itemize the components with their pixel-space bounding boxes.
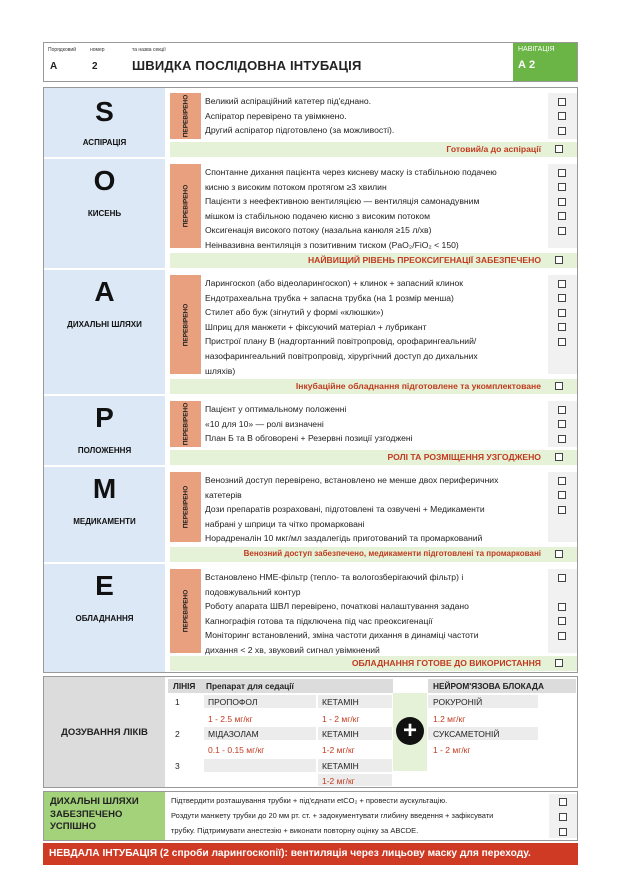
section-footer <box>170 142 577 157</box>
checkbox[interactable] <box>558 603 566 611</box>
checkbox[interactable] <box>558 406 566 414</box>
line-label: ЛІНІЯ <box>173 681 196 691</box>
checklist-item: Спонтанне дихання пацієнта через кисневу маску із стабільною подачею <box>205 167 497 177</box>
sedation-dose: 1-2 мг/кг <box>322 745 355 755</box>
sedation-dose: 1 - 2.5 мг/кг <box>208 714 253 724</box>
navigation-badge[interactable] <box>513 43 577 81</box>
item-list <box>205 276 545 378</box>
section-airway <box>44 270 577 395</box>
section-letter: S <box>95 96 114 127</box>
section-footer <box>170 656 577 671</box>
checkbox[interactable] <box>558 183 566 191</box>
checked-label: ПЕРЕВІРЕНО <box>182 184 189 228</box>
checklist-item: Пацієнт у оптимальному положенні <box>205 404 347 414</box>
secured-title-line: УСПІШНО <box>50 821 97 832</box>
checked-tag <box>170 401 201 447</box>
instruction-line: Підтвердити розташування трубки + під'єднати etCO₂ + провести аускультацію. <box>171 796 448 805</box>
checklist-item: Ларингоскоп (або відеоларингоскоп) + клинок + запасний клинок <box>205 278 464 288</box>
section-suction <box>44 88 577 158</box>
checkbox[interactable] <box>558 617 566 625</box>
nmb-drug: СУКСАМЕТОНІЙ <box>433 729 500 739</box>
checklist-item: Стилет або буж (зігнутий у формі «клюшки») <box>205 307 384 318</box>
checkbox[interactable] <box>555 659 563 667</box>
checkbox[interactable] <box>558 477 566 485</box>
checkbox-column <box>548 93 577 139</box>
section-oxygen <box>44 159 577 269</box>
checkbox[interactable] <box>558 212 566 220</box>
section-footer <box>170 547 577 562</box>
item-list <box>205 402 545 446</box>
checkbox[interactable] <box>558 294 566 302</box>
checkbox[interactable] <box>558 198 566 206</box>
section-footer-text: Готовий/а до аспірації <box>446 144 541 154</box>
checkbox[interactable] <box>558 98 566 106</box>
checklist-item: подовжувальний контур <box>205 586 301 597</box>
section-letter: P <box>95 402 114 433</box>
checklist-item: Роботу апарата ШВЛ перевірено, початкові налаштування задано <box>205 601 469 612</box>
section-equipment <box>44 564 577 672</box>
secured-title <box>50 796 139 834</box>
checklist-item: шляхів) <box>205 365 236 376</box>
num-label: номер <box>90 47 105 53</box>
checkbox[interactable] <box>559 828 567 836</box>
failed-intubation-banner: НЕВДАЛА ІНТУБАЦІЯ (2 спроби ларингоскопії): вентиляція через лицьову маску для переходу. <box>43 843 578 865</box>
section-footer-text: Венозний доступ забезпечено, медикаменти підготовлені та промарковані <box>243 549 541 558</box>
item-list <box>205 94 545 138</box>
checklist-item: Капнографія готова та підключена під час преоксигенації <box>205 615 433 626</box>
checkbox[interactable] <box>555 550 563 558</box>
checkbox[interactable] <box>555 382 563 390</box>
checkbox-column <box>548 401 577 447</box>
checklist-item: набрані у шприци та чітко промарковані <box>205 518 365 529</box>
checklist-item: Аспіратор перевірено та увімкнено. <box>205 110 347 121</box>
secured-instructions <box>171 794 541 838</box>
section-name: ДИХАЛЬНІ ШЛЯХИ <box>67 320 142 329</box>
sedation-drug: КЕТАМІН <box>322 761 359 771</box>
checklist-item: Дози препаратів розраховані, підготовлені та озвучені + Медикаменти <box>205 504 485 515</box>
section-letter: A <box>94 276 115 307</box>
section-footer-text: РОЛІ ТА РОЗМІЩЕННЯ УЗГОДЖЕНО <box>387 452 541 462</box>
section-footer <box>170 379 577 394</box>
section-letter: O <box>93 165 116 196</box>
checkbox-column <box>548 472 577 542</box>
checkbox[interactable] <box>558 169 566 177</box>
checkbox[interactable] <box>558 127 566 135</box>
num-value: 2 <box>92 61 98 72</box>
nmb-dose: 1 - 2 мг/кг <box>433 745 471 755</box>
plus-icon: + <box>396 717 424 745</box>
checklist-item: кисню з високим потоком протягом ≥3 хвилин <box>205 181 387 192</box>
checklist-item: Шприц для манжети + фіксуючий матеріал + лубрикант <box>205 321 427 332</box>
checked-label: ПЕРЕВІРЕНО <box>182 589 189 633</box>
sedation-dose: 1 - 2 мг/кг <box>322 714 360 724</box>
checklist-item: Ендотрахеальна трубка + запасна трубка (на 1 розмір менша) <box>205 292 454 303</box>
checkbox[interactable] <box>558 574 566 582</box>
section-footer <box>170 450 577 465</box>
item-list <box>205 165 545 253</box>
section-label-panel <box>44 159 165 269</box>
sedation-label: Препарат для седації <box>206 681 294 691</box>
sedation-dose: 1-2 мг/кг <box>322 776 355 786</box>
checklist-item: назофарингеальний повітропровід, хірургічний доступ до дихальних <box>205 350 478 361</box>
checklist-item: Оксигенація високого потоку (назальна канюля ≥15 л/хв) <box>205 225 432 236</box>
seq-label: Порядковий <box>48 47 76 53</box>
sedation-drug: МІДАЗОЛАМ <box>208 729 259 739</box>
checklist-item: План Б та В обговорені + Резервні позиції узгоджені <box>205 433 413 444</box>
dosing-label-panel <box>44 677 165 787</box>
header <box>43 42 578 82</box>
section-label-panel <box>44 270 165 395</box>
checklist-item: Венозний доступ перевірено, встановлено не менше двох периферичних <box>205 475 499 485</box>
nav-label: НАВІГАЦІЯ <box>518 46 555 53</box>
section-medications <box>44 467 577 563</box>
section-footer <box>170 253 577 268</box>
checked-label: ПЕРЕВІРЕНО <box>182 402 189 446</box>
section-name: АСПІРАЦІЯ <box>82 138 127 147</box>
page-title: ШВИДКА ПОСЛІДОВНА ІНТУБАЦІЯ <box>132 58 362 73</box>
section-label-panel <box>44 467 165 563</box>
drug-dosing <box>43 676 578 788</box>
checklist-item: Другий аспіратор підготовлено (за можливості). <box>205 125 395 136</box>
section-label-panel <box>44 564 165 672</box>
sedation-drug: КЕТАМІН <box>322 697 359 707</box>
checkbox-column <box>548 164 577 248</box>
checkbox[interactable] <box>555 453 563 461</box>
header-main <box>44 43 513 81</box>
checkbox[interactable] <box>555 145 563 153</box>
nmb-drug: РОКУРОНІЙ <box>433 697 483 707</box>
checklist-item: Моніторинг встановлений, зміна частоти дихання в динаміці частоти <box>205 630 479 641</box>
section-footer-text: ОБЛАДНАННЯ ГОТОВЕ ДО ВИКОРИСТАННЯ <box>351 658 541 668</box>
section-name: ОБЛАДНАННЯ <box>75 614 134 623</box>
section-footer-text: Інкубаційне обладнання підготовлене та укомплектоване <box>295 381 541 391</box>
checked-tag <box>170 472 201 542</box>
nmb-label: НЕЙРОМ'ЯЗОВА БЛОКАДА <box>433 681 544 691</box>
sedation-drug: ПРОПОФОЛ <box>208 697 258 707</box>
soapme-checklist <box>43 87 578 673</box>
secured-label-panel <box>44 792 165 840</box>
section-label-panel <box>44 396 165 466</box>
section-letter: E <box>95 570 114 601</box>
item-list <box>205 473 545 546</box>
checkbox[interactable] <box>558 491 566 499</box>
checkbox[interactable] <box>558 323 566 331</box>
seq-value: А <box>50 61 58 72</box>
section-name: МЕДИКАМЕНТИ <box>73 517 136 526</box>
checked-label: ПЕРЕВІРЕНО <box>182 94 189 138</box>
line-number: 1 <box>175 697 180 707</box>
checked-tag <box>170 93 201 139</box>
instruction-line: трубку. Підтримувати анестезію + виконати повторну оцінку за ABCDE. <box>171 825 419 835</box>
checkbox[interactable] <box>558 112 566 120</box>
section-letter: M <box>92 473 117 504</box>
section-name: ПОЛОЖЕННЯ <box>77 446 132 455</box>
checklist-item: Великий аспіраційний катетер під'єднано. <box>205 96 372 106</box>
checked-tag <box>170 569 201 653</box>
instruction-line: Роздути манжету трубки до 20 мм рт. ст. + задокументувати глибину введення + зафіксувати <box>171 810 494 820</box>
checklist-item: Пристрої плану В (надгортанний повітропровід, орофарингеальний/ <box>205 336 477 347</box>
checkbox[interactable] <box>558 338 566 346</box>
section-position <box>44 396 577 466</box>
secured-title-line: ДИХАЛЬНІ ШЛЯХИ <box>50 796 139 807</box>
drug-cell-bg <box>204 759 316 772</box>
sedation-dose: 0.1 - 0.15 мг/кг <box>208 745 265 755</box>
checkbox-column <box>548 569 577 653</box>
checkbox[interactable] <box>558 506 566 514</box>
title-label: та назва секції <box>132 47 166 53</box>
secured-title-line: ЗАБЕЗПЕЧЕНО <box>50 808 123 820</box>
checkbox[interactable] <box>558 435 566 443</box>
checklist-item: «10 для 10» — ролі визначені <box>205 418 324 429</box>
checkbox[interactable] <box>558 227 566 235</box>
checkbox[interactable] <box>558 420 566 428</box>
section-footer-text: НАЙВИЩИЙ РІВЕНЬ ПРЕОКСИГЕНАЦІЇ ЗАБЕЗПЕЧЕНО <box>307 255 541 265</box>
airway-secured <box>43 791 578 841</box>
nav-value: А 2 <box>518 59 536 71</box>
checklist-item: Пацієнти з неефективною вентиляцією — вентиляція самонадувним <box>205 196 480 207</box>
checkbox[interactable] <box>558 280 566 288</box>
nmb-dose: 1.2 мг/кг <box>433 714 466 724</box>
item-list <box>205 570 545 658</box>
checklist-item: Встановлено НМЕ-фільтр (тепло- та вологозберігаючий фільтр) і <box>205 572 464 582</box>
checkbox-column <box>548 275 577 374</box>
checkbox[interactable] <box>558 309 566 317</box>
sedation-drug: КЕТАМІН <box>322 729 359 739</box>
checkbox[interactable] <box>555 256 563 264</box>
checked-label: ПЕРЕВІРЕНО <box>182 485 189 529</box>
checklist-item: мішком із стабільною подачею кисню з високим потоком <box>205 210 430 221</box>
checkbox[interactable] <box>558 632 566 640</box>
checked-tag <box>170 275 201 374</box>
dosing-title: ДОЗУВАННЯ ЛІКІВ <box>61 727 148 738</box>
line-number: 2 <box>175 729 180 739</box>
line-number: 3 <box>175 761 180 771</box>
checklist-item: Неінвазивна вентиляція з позитивним тиском (PaO₂/FiO₂ < 150) <box>205 239 459 250</box>
section-label-panel <box>44 88 165 158</box>
checkbox-column <box>549 794 577 838</box>
section-name: КИСЕНЬ <box>87 209 122 218</box>
checklist-item: Норадреналін 10 мкг/мл заздалегідь приготований та промаркований <box>205 533 483 544</box>
checkbox[interactable] <box>559 798 567 806</box>
checklist-item: дихання < 2 хв, звуковий сигнал увімкнений <box>205 644 380 655</box>
checklist-item: катетерів <box>205 489 242 500</box>
checkbox[interactable] <box>559 813 567 821</box>
checked-label: ПЕРЕВІРЕНО <box>182 303 189 346</box>
checked-tag <box>170 164 201 248</box>
